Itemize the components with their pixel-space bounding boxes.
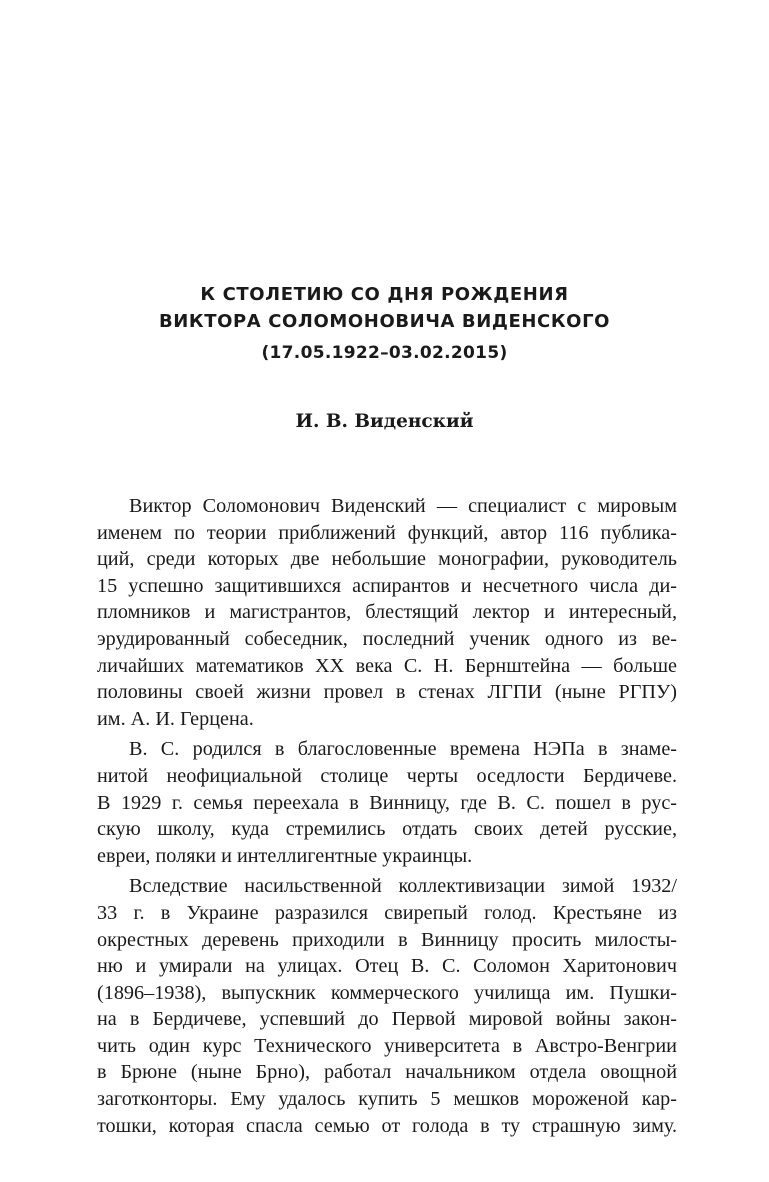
paragraph-line: эрудированный собеседник, последний ученик одного из ве- [97,627,677,650]
paragraph-line: в Брюне (ныне Брно), работал начальником отдела овощной [97,1061,677,1084]
paragraph-line: ций, среди которых две небольшие монографии, руководитель [97,548,677,571]
paragraph-line: личайших математиков XX века С. Н. Бернштейна — больше [97,654,677,677]
paragraph-line: Вследствие насильственной коллективизации зимой 1932/ [129,875,677,898]
paragraph-line: на в Бердичеве, успевший до Первой мировой войны закон- [97,1008,677,1031]
paragraph-line: Виктор Соломонович Виденский — специалист с мировым [129,495,677,517]
paragraph-line: 15 успешно защитившихся аспирантов и несчетного числа ди- [97,574,677,597]
paragraph-line: В 1929 г. семья переехала в Винницу, где В. С. пошел в рус- [97,791,677,814]
paragraph-line: именем по теории приближений функций, автор 116 публика- [97,521,677,544]
title-line-1: К СТОЛЕТИЮ СО ДНЯ РОЖДЕНИЯ [200,284,569,305]
paragraph-1 [97,493,677,732]
paragraph-line: половины своей жизни провел в стенах ЛГПИ (ныне РГПУ) [97,681,677,704]
paragraph-line: (1896–1938), выпускник коммерческого училища им. Пушки- [97,981,677,1004]
paragraph-line: евреи, поляки и интеллигентные украинцы. [97,844,473,867]
author-name: И. В. Виденский [295,411,474,432]
paragraph-line: 33 г. в Украине разразился свирепый голод. Крестьяне из [97,901,677,924]
paragraph-line: окрестных деревень приходили в Винницу просить милосты- [97,928,677,951]
paragraph-line: ню и умирали на улицах. Отец В. С. Соломон Харитонович [97,955,677,978]
paragraph-line: нитой неофициальной столице черты оседлости Бердичеве. [97,764,677,787]
article-title [0,281,769,367]
paragraph-line: им. А. И. Герцена. [97,707,254,730]
paragraph-2 [97,736,677,869]
paragraph-line: заготконторы. Ему удалось купить 5 мешков мороженой кар- [97,1088,677,1111]
title-line-2: ВИКТОРА СОЛОМОНОВИЧА ВИДЕНСКОГО [158,311,611,332]
paragraph-line: тошки, которая спасла семью от голода в ту страшную зиму. [97,1114,677,1137]
paragraph-line: В. С. родился в благословенные времена НЭПа в знаме- [129,738,677,761]
paragraph-line: скую школу, куда стремились отдать своих детей русские, [97,818,677,841]
article-body [97,493,677,1139]
title-dates: (17.05.1922–03.02.2015) [261,343,508,363]
paragraph-3 [97,873,677,1139]
paragraph-line: чить один курс Технического университета в Австро-Венгрии [97,1034,677,1057]
paragraph-line: пломников и магистрантов, блестящий лектор и интересный, [97,601,677,624]
